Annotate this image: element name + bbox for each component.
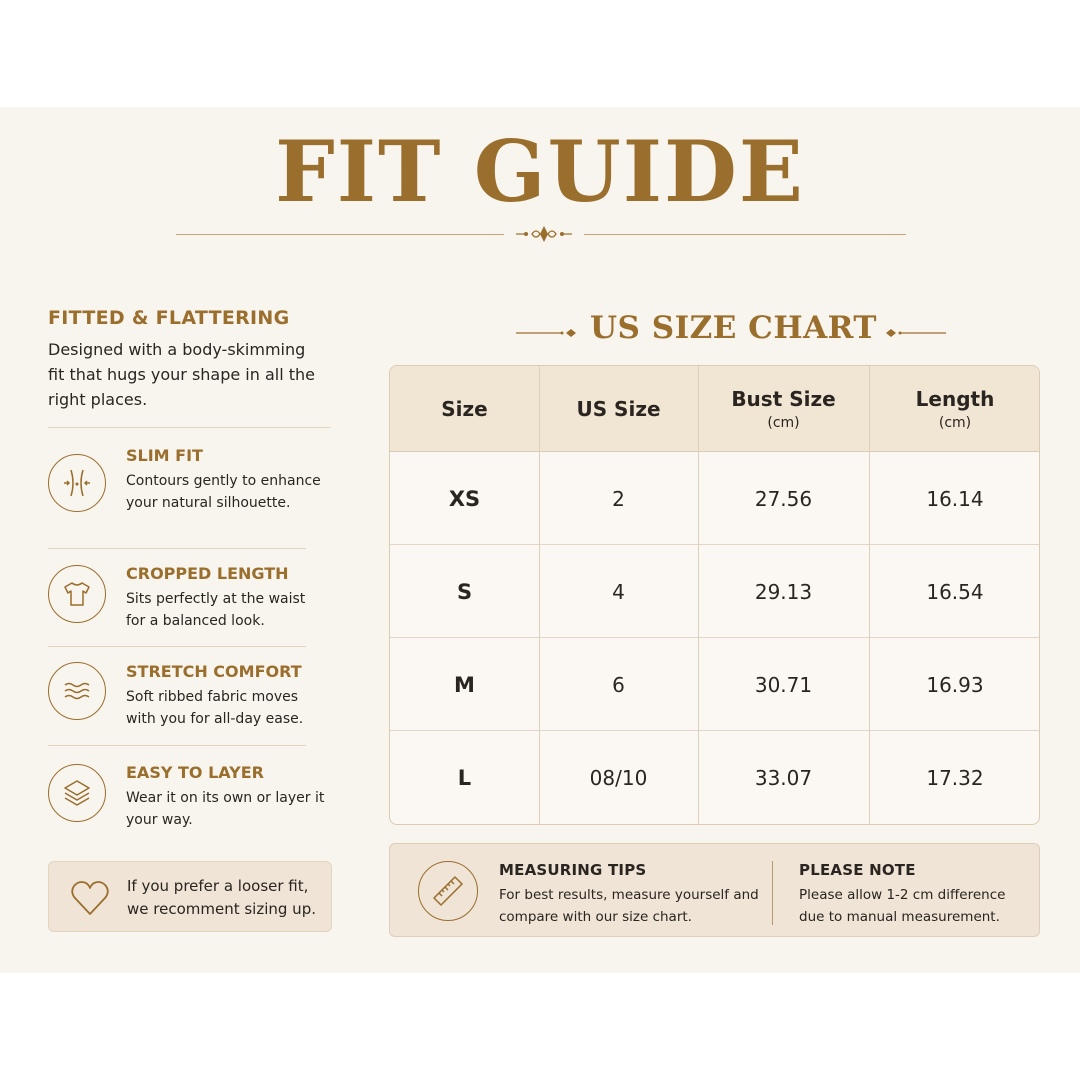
waist-icon <box>48 454 106 512</box>
table-cell-bust: 27.56 <box>754 486 813 511</box>
flourish-left-icon <box>514 326 578 340</box>
ornament-icon <box>512 222 576 246</box>
title-rule-left <box>176 234 504 235</box>
size-table <box>389 365 1040 825</box>
column-header-unit: (cm) <box>767 415 800 431</box>
waves-icon <box>48 662 106 720</box>
column-header-label: Size <box>441 397 488 421</box>
divider <box>48 646 306 647</box>
tshirt-icon <box>48 565 106 623</box>
tips-box <box>389 843 1040 937</box>
loose-fit-text: If you prefer a looser fit, we recomment sizing up. <box>127 877 316 918</box>
divider <box>48 745 306 746</box>
loose-fit-note <box>48 861 332 932</box>
table-cell-size: M <box>454 672 475 697</box>
table-cell-us-size: 2 <box>612 486 625 511</box>
measuring-tips-text: For best results, measure yourself and compare with our size chart. <box>499 887 759 925</box>
table-cell-size: XS <box>448 486 481 511</box>
heart-icon <box>69 878 111 918</box>
feature-title: CROPPED LENGTH <box>126 564 289 583</box>
table-cell-us-size: 6 <box>612 672 625 697</box>
column-header-us-size <box>539 366 698 452</box>
table-cell-length: 16.14 <box>926 486 984 511</box>
please-note-title: PLEASE NOTE <box>799 861 916 879</box>
table-cell-length: 17.32 <box>926 765 984 790</box>
feature-desc: Sits perfectly at the waist for a balanced look. <box>126 591 306 629</box>
table-cell-bust: 30.71 <box>754 672 813 697</box>
column-header-label: US Size <box>576 397 661 421</box>
please-note-text: Please allow 1-2 cm difference due to manual measurement. <box>799 887 1006 925</box>
title-rule-right <box>584 234 906 235</box>
feature-title: STRETCH COMFORT <box>126 662 302 681</box>
divider <box>48 427 331 428</box>
layers-icon <box>48 764 106 822</box>
column-header-bust-size <box>698 366 869 452</box>
column-header-size <box>390 366 539 452</box>
table-cell-length: 16.54 <box>926 579 984 604</box>
ruler-icon <box>418 861 478 921</box>
chart-title: US SIZE CHART <box>590 310 877 346</box>
table-cell-size: L <box>457 765 472 790</box>
table-cell-size: S <box>456 579 473 604</box>
page-title: FIT GUIDE <box>275 122 805 221</box>
flourish-right-icon <box>884 326 948 340</box>
feature-desc: Contours gently to enhance your natural silhouette. <box>126 473 321 511</box>
intro-text: Designed with a body-skimming fit that hugs your shape in all the right places. <box>48 340 316 409</box>
column-header-length <box>869 366 1040 452</box>
table-cell-us-size: 08/10 <box>589 765 648 790</box>
table-cell-us-size: 4 <box>612 579 625 604</box>
table-cell-bust: 29.13 <box>754 579 813 604</box>
table-cell-bust: 33.07 <box>754 765 813 790</box>
column-header-unit: (cm) <box>938 415 972 431</box>
feature-desc: Wear it on its own or layer it your way. <box>126 790 325 828</box>
divider <box>48 548 306 549</box>
feature-title: EASY TO LAYER <box>126 763 264 782</box>
tips-separator <box>772 861 773 925</box>
table-cell-length: 16.93 <box>926 672 984 697</box>
feature-title: SLIM FIT <box>126 446 203 465</box>
intro-heading: FITTED & FLATTERING <box>48 307 290 329</box>
feature-desc: Soft ribbed fabric moves with you for all-day ease. <box>126 689 304 727</box>
measuring-tips-title: MEASURING TIPS <box>499 861 647 879</box>
column-header-label: Bust Size <box>731 387 836 411</box>
column-header-label: Length <box>915 387 995 411</box>
